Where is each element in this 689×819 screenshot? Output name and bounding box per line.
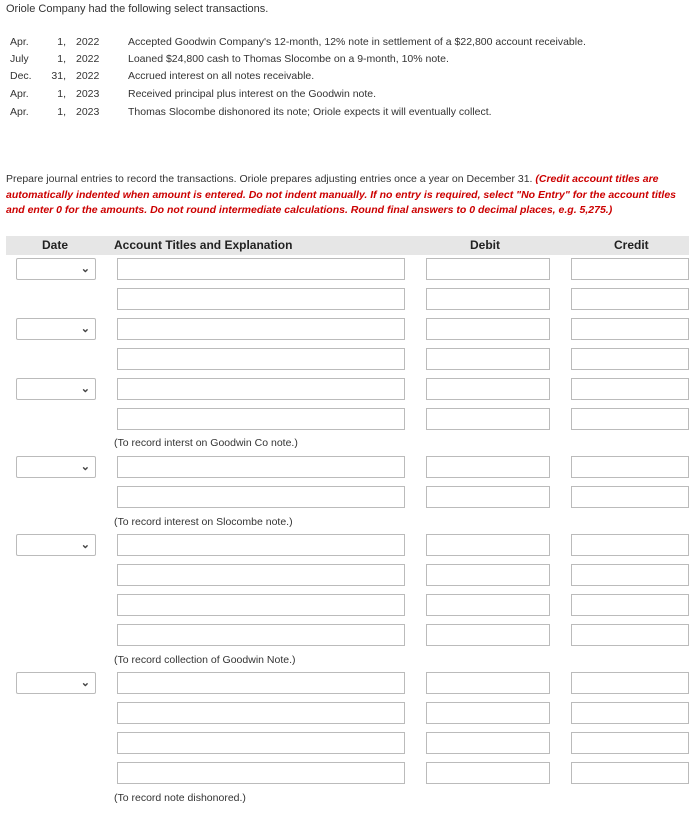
date-select[interactable] bbox=[16, 318, 96, 340]
tx-month: Dec. bbox=[10, 70, 32, 82]
intro-text: Oriole Company had the following select transactions. bbox=[6, 3, 269, 15]
tx-year: 2022 bbox=[76, 53, 100, 65]
credit-input[interactable] bbox=[571, 762, 689, 784]
chevron-down-icon: ⌄ bbox=[80, 323, 90, 335]
debit-input[interactable] bbox=[426, 456, 550, 478]
credit-input[interactable] bbox=[571, 564, 689, 586]
header-date: Date bbox=[42, 238, 69, 252]
account-title-input[interactable] bbox=[117, 348, 405, 370]
debit-input[interactable] bbox=[426, 564, 550, 586]
credit-input[interactable] bbox=[571, 348, 689, 370]
debit-input[interactable] bbox=[426, 672, 550, 694]
entry-memo: (To record interst on Goodwin Co note.) bbox=[114, 437, 298, 449]
account-title-input[interactable] bbox=[117, 762, 405, 784]
chevron-down-icon: ⌄ bbox=[80, 539, 90, 551]
tx-year: 2023 bbox=[76, 106, 100, 118]
tx-month: Apr. bbox=[10, 106, 29, 118]
account-title-input[interactable] bbox=[117, 564, 405, 586]
debit-input[interactable] bbox=[426, 408, 550, 430]
credit-input[interactable] bbox=[571, 378, 689, 400]
debit-input[interactable] bbox=[426, 732, 550, 754]
instructions-emphasis: (Credit account titles are automatically indented when amount is entered. Do not indent manually. If no entry is required, select "No Entry" for the account titles and enter 0 for the amounts. Do not round intermediate calculations. Round final answers to 0 decimal places, e.g. 5,275.) bbox=[6, 173, 677, 216]
chevron-down-icon: ⌄ bbox=[80, 461, 90, 473]
credit-input[interactable] bbox=[571, 408, 689, 430]
credit-input[interactable] bbox=[571, 594, 689, 616]
credit-input[interactable] bbox=[571, 624, 689, 646]
chevron-down-icon: ⌄ bbox=[80, 383, 90, 395]
instructions bbox=[6, 172, 686, 219]
tx-year: 2023 bbox=[76, 88, 100, 100]
account-title-input[interactable] bbox=[117, 732, 405, 754]
entry-memo: (To record note dishonored.) bbox=[114, 792, 246, 804]
debit-input[interactable] bbox=[426, 258, 550, 280]
tx-day: 31, bbox=[51, 70, 66, 82]
tx-day: 1, bbox=[57, 53, 66, 65]
tx-month: July bbox=[10, 53, 29, 65]
date-select[interactable] bbox=[16, 534, 96, 556]
debit-input[interactable] bbox=[426, 534, 550, 556]
instructions-plain: Prepare journal entries to record the transactions. Oriole prepares adjusting entries once a year on December 31. bbox=[6, 173, 536, 185]
tx-day: 1, bbox=[57, 88, 66, 100]
credit-input[interactable] bbox=[571, 456, 689, 478]
tx-year: 2022 bbox=[76, 70, 100, 82]
account-title-input[interactable] bbox=[117, 258, 405, 280]
account-title-input[interactable] bbox=[117, 672, 405, 694]
debit-input[interactable] bbox=[426, 378, 550, 400]
debit-input[interactable] bbox=[426, 486, 550, 508]
credit-input[interactable] bbox=[571, 258, 689, 280]
credit-input[interactable] bbox=[571, 486, 689, 508]
tx-day: 1, bbox=[57, 36, 66, 48]
header-account: Account Titles and Explanation bbox=[114, 238, 293, 252]
debit-input[interactable] bbox=[426, 762, 550, 784]
account-title-input[interactable] bbox=[117, 288, 405, 310]
credit-input[interactable] bbox=[571, 318, 689, 340]
date-select[interactable] bbox=[16, 672, 96, 694]
tx-description: Accrued interest on all notes receivable. bbox=[128, 70, 315, 82]
credit-input[interactable] bbox=[571, 288, 689, 310]
date-select[interactable] bbox=[16, 378, 96, 400]
entry-memo: (To record collection of Goodwin Note.) bbox=[114, 654, 296, 666]
tx-description: Loaned $24,800 cash to Thomas Slocombe on a 9-month, 10% note. bbox=[128, 53, 449, 65]
debit-input[interactable] bbox=[426, 594, 550, 616]
account-title-input[interactable] bbox=[117, 702, 405, 724]
tx-month: Apr. bbox=[10, 88, 29, 100]
tx-description: Accepted Goodwin Company's 12-month, 12% note in settlement of a $22,800 account receivable. bbox=[128, 36, 586, 48]
chevron-down-icon: ⌄ bbox=[80, 677, 90, 689]
tx-description: Received principal plus interest on the Goodwin note. bbox=[128, 88, 377, 100]
tx-year: 2022 bbox=[76, 36, 100, 48]
tx-day: 1, bbox=[57, 106, 66, 118]
debit-input[interactable] bbox=[426, 318, 550, 340]
debit-input[interactable] bbox=[426, 348, 550, 370]
account-title-input[interactable] bbox=[117, 378, 405, 400]
account-title-input[interactable] bbox=[117, 624, 405, 646]
account-title-input[interactable] bbox=[117, 486, 405, 508]
debit-input[interactable] bbox=[426, 702, 550, 724]
tx-month: Apr. bbox=[10, 36, 29, 48]
account-title-input[interactable] bbox=[117, 408, 405, 430]
credit-input[interactable] bbox=[571, 534, 689, 556]
account-title-input[interactable] bbox=[117, 318, 405, 340]
header-credit: Credit bbox=[614, 238, 649, 252]
credit-input[interactable] bbox=[571, 672, 689, 694]
chevron-down-icon: ⌄ bbox=[80, 263, 90, 275]
date-select[interactable] bbox=[16, 258, 96, 280]
account-title-input[interactable] bbox=[117, 534, 405, 556]
tx-description: Thomas Slocombe dishonored its note; Oriole expects it will eventually collect. bbox=[128, 106, 492, 118]
debit-input[interactable] bbox=[426, 288, 550, 310]
credit-input[interactable] bbox=[571, 702, 689, 724]
debit-input[interactable] bbox=[426, 624, 550, 646]
account-title-input[interactable] bbox=[117, 456, 405, 478]
date-select[interactable] bbox=[16, 456, 96, 478]
account-title-input[interactable] bbox=[117, 594, 405, 616]
header-debit: Debit bbox=[470, 238, 500, 252]
journal-table-header bbox=[6, 236, 689, 255]
credit-input[interactable] bbox=[571, 732, 689, 754]
entry-memo: (To record interest on Slocombe note.) bbox=[114, 516, 293, 528]
